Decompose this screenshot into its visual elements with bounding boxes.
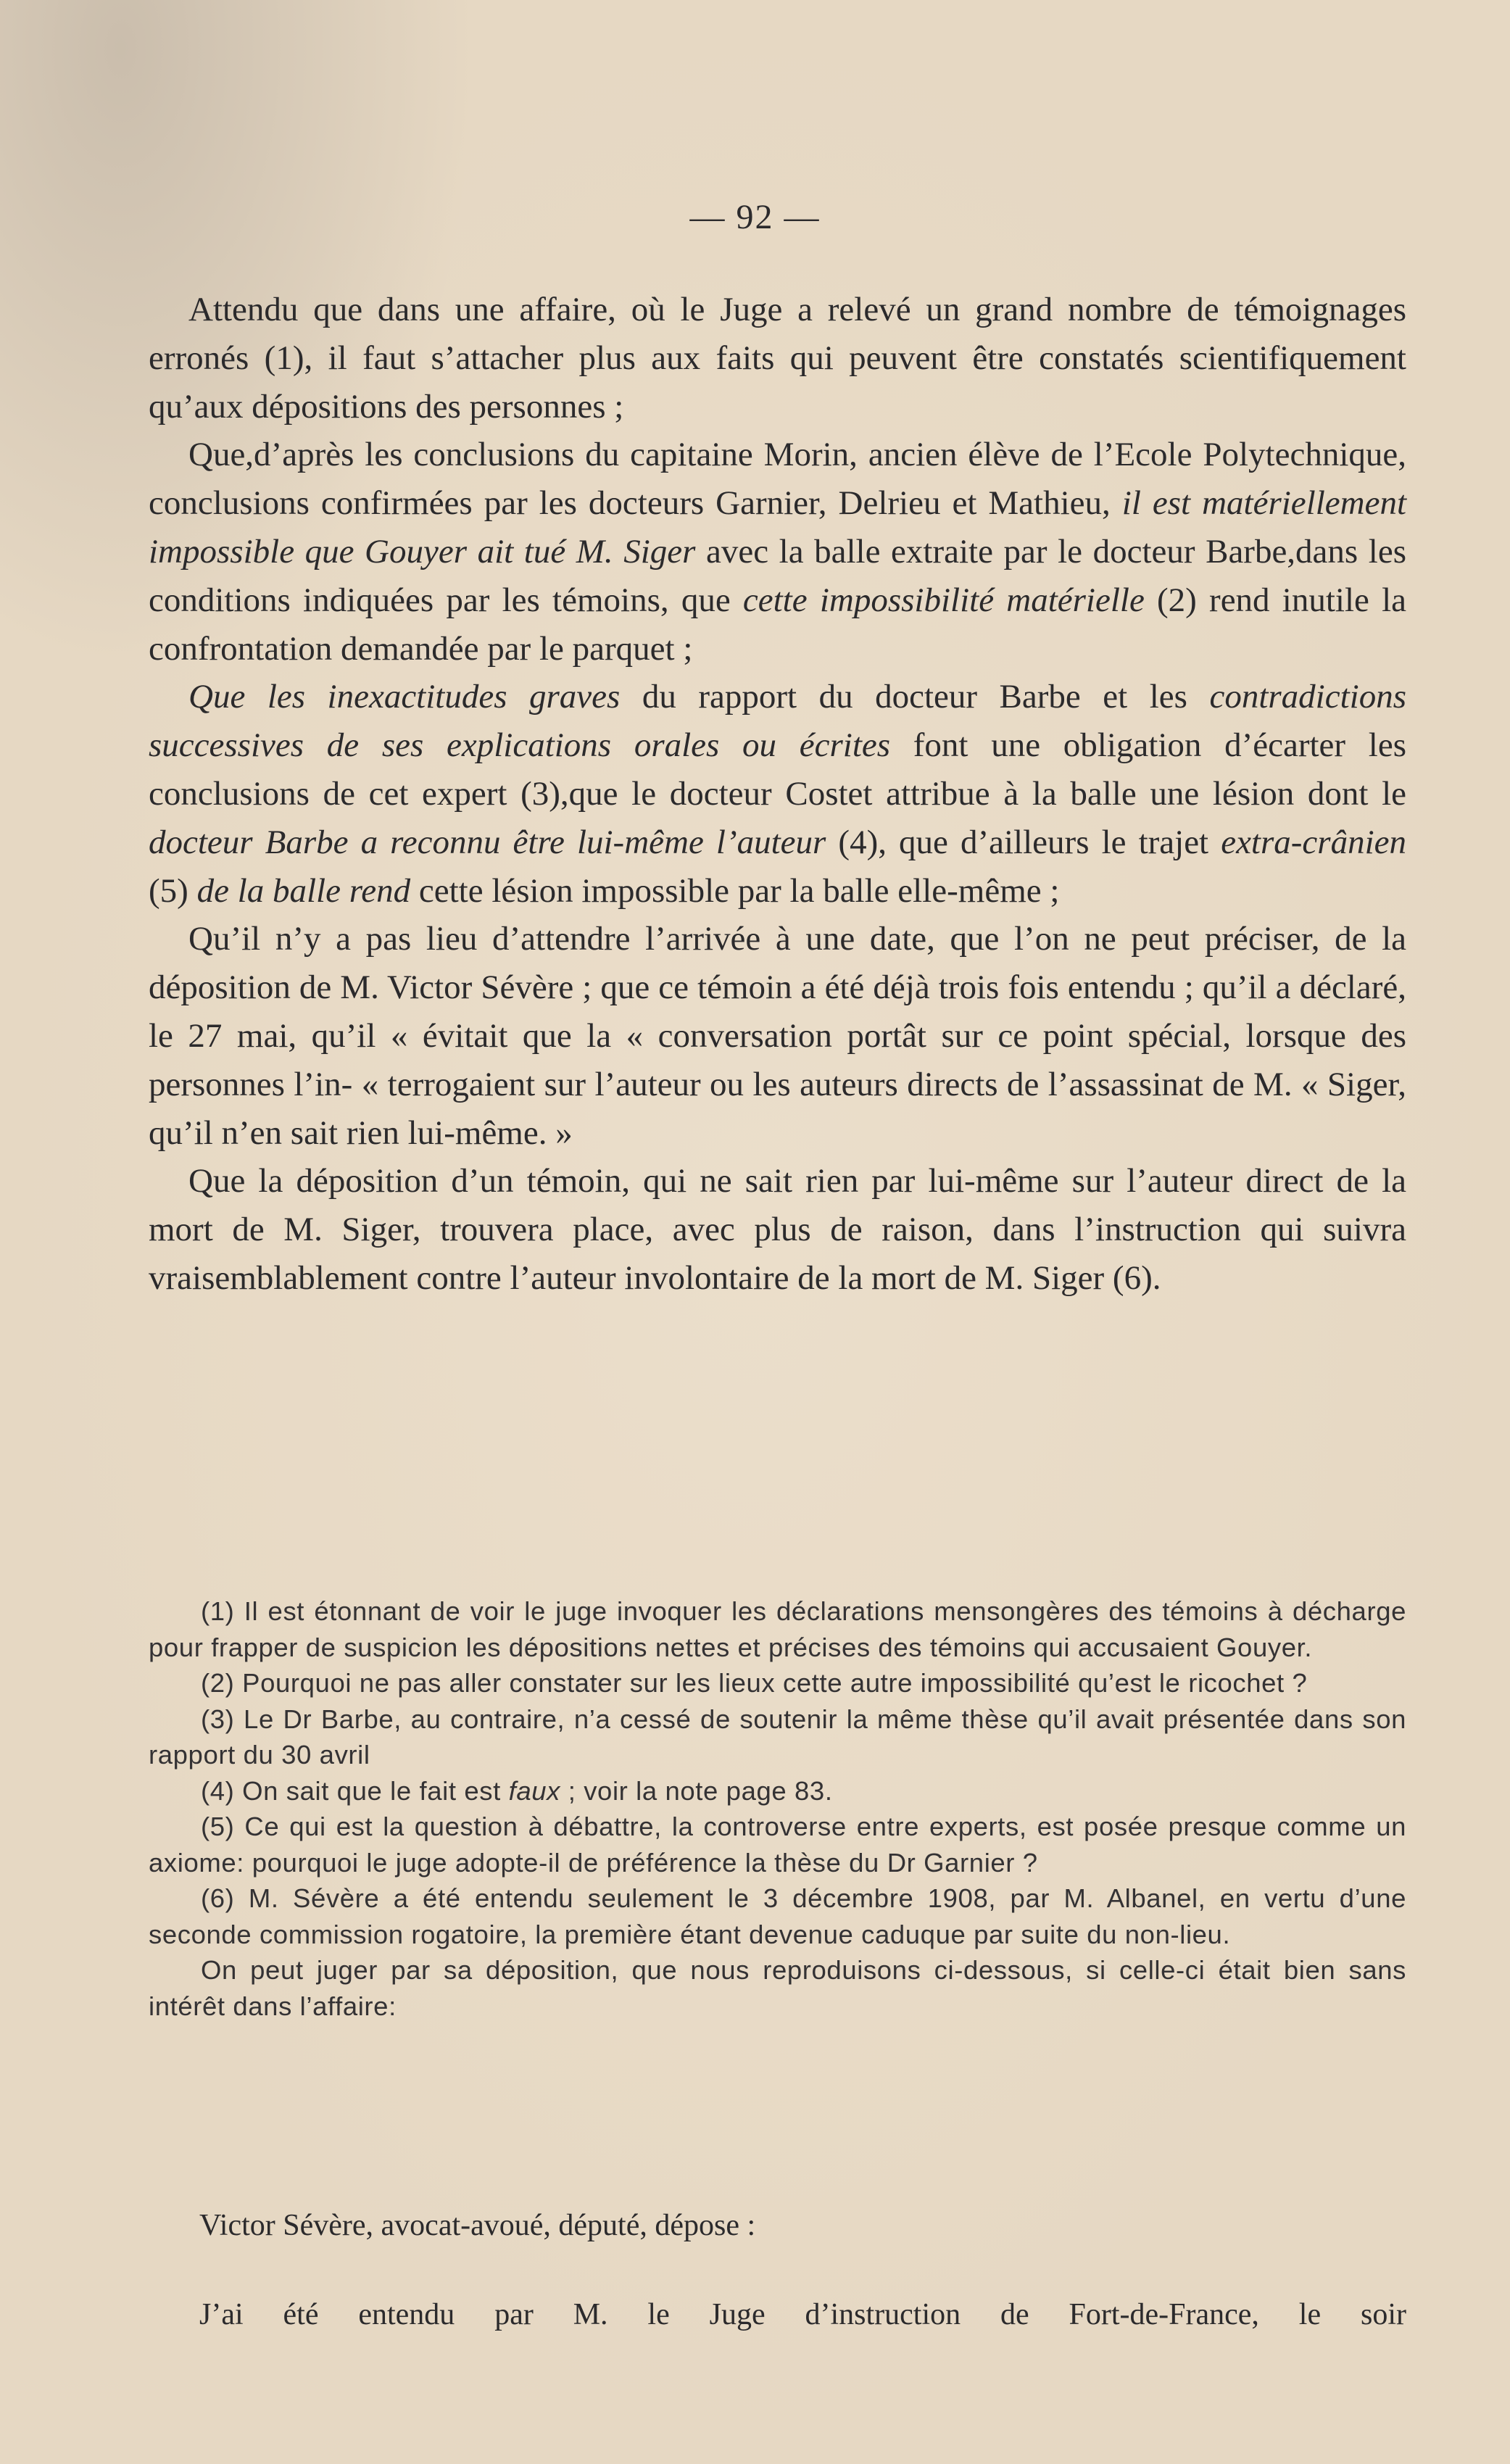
paragraph-3-text-d: (5) [149, 871, 197, 910]
main-text [149, 286, 1406, 1303]
testimony-line-1: Victor Sévère, avocat-avoué, député, dépose : [199, 2209, 756, 2242]
paragraph-2 [149, 431, 1406, 673]
paragraph-3-text-a: du rapport du docteur Barbe et les [620, 678, 1210, 716]
footnote-2: (2) Pourquoi ne pas aller constater sur les lieux cette autre impossibilité qu’est le ricochet ? [201, 1668, 1308, 1698]
paragraph-2-text-a: Que,d’après les conclusions du capitaine Morin, ancien élève de l’Ecole Polytechnique, conclusions confirmées par les docteurs Garnier, Delrieu et Mathieu, [149, 436, 1406, 523]
paragraph-3-italic-1: Que les inexactitudes graves [188, 678, 621, 716]
paragraph-3-italic-2: contradictions successives de ses explications orales ou écrites [149, 678, 1406, 765]
paragraph-3-text-b: font une obligation d’écarter les conclusions de cet expert (3),que le docteur Costet attribue à la balle une lésion dont le [149, 726, 1406, 813]
testimony-start [149, 2293, 1406, 2336]
footnote-4-text-b: ; voir la note page 83. [560, 1775, 833, 1806]
testimony-line-2: J’ai été entendu par M. le Juge d’instruction de Fort-de-France, le soir [199, 2298, 1406, 2331]
paragraph-3-italic-3: docteur Barbe a reconnu être lui-même l’auteur [149, 823, 826, 861]
paragraph-3-italic-4: extra-crânien [1221, 823, 1406, 861]
page-number: — 92 — [689, 198, 821, 236]
paragraph-4: Qu’il n’y a pas lieu d’attendre l’arrivée à une date, que l’on ne peut préciser, de la déposition de M. Victor Sévère ; que ce témoin a été déjà trois fois entendu ; qu’il a déclaré, le 27 mai, qu’il « évitait que la « conversation portât sur ce point spécial, lorsque des personnes l’in- « terrogaient sur l’auteur ou les auteurs directs de l’assassinat de M. « Siger, qu’il n’en sait rien lui-même. » [149, 920, 1406, 1152]
footnote-4-text-a: (4) On sait que le fait est [201, 1775, 509, 1806]
footnote-4 [149, 1773, 1406, 1809]
paragraph-3-text-e: cette lésion impossible par la balle elle-même ; [410, 871, 1060, 910]
footnote-6: (6) M. Sévère a été entendu seulement le 3 décembre 1908, par M. Albanel, en vertu d’une seconde commission rogatoire, la première étant devenue caduque par suite du non-lieu. [149, 1883, 1406, 1949]
footnote-3: (3) Le Dr Barbe, au contraire, n’a cessé de soutenir la même thèse qu’il avait présentée dans son rapport du 30 avril [149, 1704, 1406, 1770]
paragraph-3-italic-5: de la balle rend [196, 871, 411, 910]
footnotes [149, 1593, 1406, 2024]
testimony-heading [149, 2204, 1406, 2247]
footnote-1: (1) Il est étonnant de voir le juge invoquer les déclarations mensongères des témoins à décharge pour frapper de suspicion les dépositions nettes et précises des témoins qui accusaient Gouyer. [149, 1596, 1406, 1662]
paragraph-3-text-c: (4), que d’ailleurs le trajet [826, 823, 1221, 861]
footnote-7: On peut juger par sa déposition, que nous reproduisons ci-dessous, si celle-ci était bien sans intérêt dans l’affaire: [149, 1955, 1406, 2021]
paragraph-1: Attendu que dans une affaire, où le Juge a relevé un grand nombre de témoignages erronés (1), il faut s’attacher plus aux faits qui peuvent être constatés scientifiquement qu’aux dépositions des personnes ; [149, 291, 1406, 426]
footnote-5: (5) Ce qui est la question à débattre, la controverse entre experts, est posée presque comme un axiome: pourquoi le juge adopte-il de préférence la thèse du Dr Garnier ? [149, 1812, 1406, 1878]
paragraph-2-text-b: avec la balle extraite par le docteur Barbe,dans les conditions indiquées par les témoins, que [149, 532, 1406, 619]
paragraph-2-italic-1: il est matériellement impossible que Gouyer ait tué M. Siger [149, 484, 1406, 571]
paragraph-2-italic-2: cette impossibilité matérielle [742, 581, 1145, 619]
footnote-4-italic: faux [508, 1775, 560, 1806]
paragraph-3 [149, 673, 1406, 915]
paragraph-5: Que la déposition d’un témoin, qui ne sait rien par lui-même sur l’auteur direct de la mort de M. Siger, trouvera place, avec plus de raison, dans l’instruction qui suivra vraisemblablement contre l’auteur involontaire de la mort de M. Siger (6). [149, 1162, 1406, 1297]
paragraph-2-text-c: (2) rend inutile la confrontation demandée par le parquet ; [149, 581, 1406, 668]
